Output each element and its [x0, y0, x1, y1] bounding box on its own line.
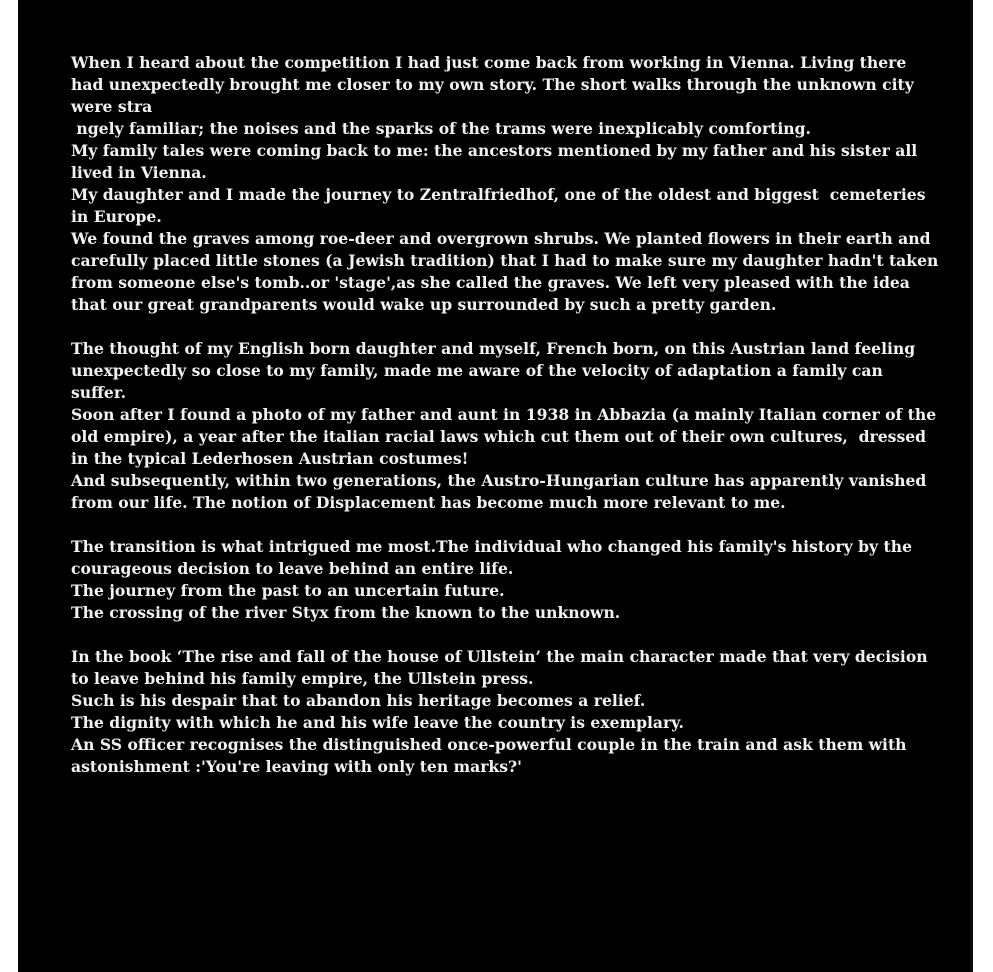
- text-line: old empire), a year after the italian racial laws which cut them out of their own cultures, dressed: [71, 427, 927, 446]
- text-line: in Europe.: [71, 207, 162, 226]
- text-line: My daughter and I made the journey to Zentralfriedhof, one of the oldest and biggest cemeteries: [71, 185, 926, 204]
- text-line: had unexpectedly brought me closer to my own story. The short walks through the unknown city: [71, 75, 914, 94]
- paragraph-gap: [71, 514, 931, 536]
- text-line: unexpectedly so close to my family, made me aware of the velocity of adaptation a family can: [71, 361, 883, 380]
- text-line: We found the graves among roe-deer and overgrown shrubs. We planted flowers in their earth and: [71, 229, 931, 248]
- paragraph-gap: [71, 624, 931, 646]
- text-line: from someone else's tomb..or 'stage',as she called the graves. We left very pleased with the idea: [71, 273, 910, 292]
- document-text: [71, 52, 939, 778]
- text-line: An SS officer recognises the distinguished once-powerful couple in the train and ask them with: [71, 735, 907, 754]
- text-line: astonishment :'You're leaving with only ten marks?': [71, 757, 522, 776]
- text-line: ngely familiar; the noises and the sparks of the trams were inexplicably comforting.: [71, 119, 811, 138]
- text-line: The transition is what intrigued me most.The individual who changed his family's history by the: [71, 537, 912, 556]
- text-line: lived in Vienna.: [71, 163, 207, 182]
- text-line: When I heard about the competition I had just come back from working in Vienna. Living there: [71, 53, 907, 72]
- text-line: in the typical Lederhosen Austrian costumes!: [71, 449, 469, 468]
- text-line: carefully placed little stones (a Jewish tradition) that I had to make sure my daughter hadn't taken: [71, 251, 939, 270]
- text-line: were stra: [71, 97, 153, 116]
- text-line: to leave behind his family empire, the Ullstein press.: [71, 669, 534, 688]
- panel-edge-right: [970, 0, 973, 972]
- text-line: In the book ‘The rise and fall of the house of Ullstein’ the main character made that very decision: [71, 647, 928, 666]
- text-line: The journey from the past to an uncertain future.: [71, 581, 505, 600]
- text-line: The dignity with which he and his wife leave the country is exemplary.: [71, 713, 684, 732]
- text-line: The crossing of the river Styx from the known to the unknown.: [71, 603, 621, 622]
- text-line: The thought of my English born daughter and myself, French born, on this Austrian land feeling: [71, 339, 916, 358]
- text-line: that our great grandparents would wake up surrounded by such a pretty garden.: [71, 295, 777, 314]
- text-line: My family tales were coming back to me: the ancestors mentioned by my father and his sister all: [71, 141, 918, 160]
- paragraph-gap: [71, 316, 931, 338]
- text-line: Soon after I found a photo of my father and aunt in 1938 in Abbazia (a mainly Italian corner of the: [71, 405, 937, 424]
- text-line: from our life. The notion of Displacement has become much more relevant to me.: [71, 493, 786, 512]
- text-line: courageous decision to leave behind an entire life.: [71, 559, 514, 578]
- text-line: And subsequently, within two generations, the Austro-Hungarian culture has apparently vanished: [71, 471, 927, 490]
- text-line: suffer.: [71, 383, 127, 402]
- text-line: Such is his despair that to abandon his heritage becomes a relief.: [71, 691, 646, 710]
